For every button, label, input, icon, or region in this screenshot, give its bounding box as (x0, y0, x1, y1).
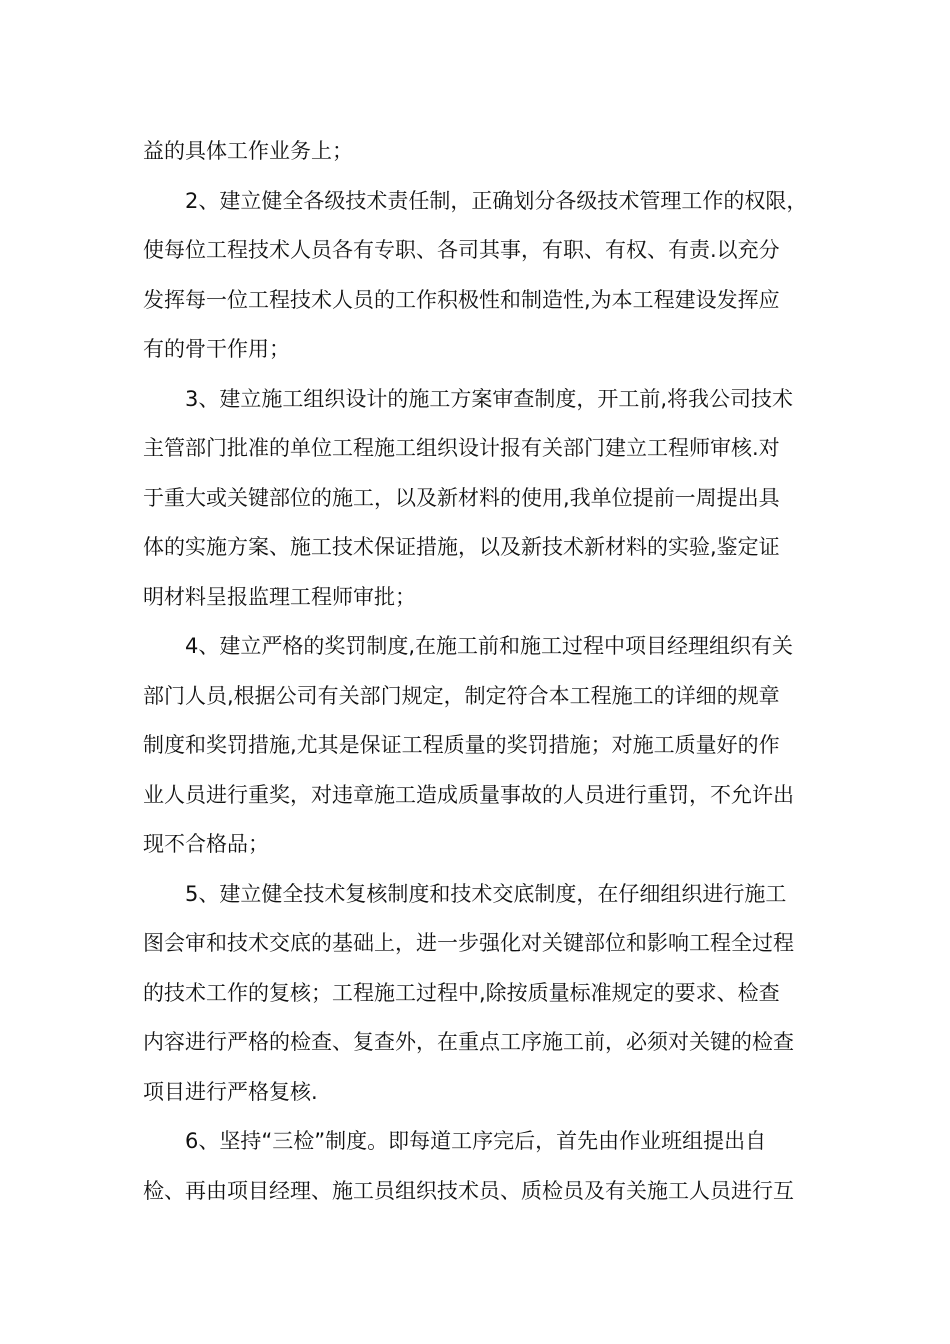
paragraph-2-first-line: 2、建立健全各级技术责任制，正确划分各级技术管理工作的权限， (185, 188, 808, 213)
paragraph-6-first-line: 6、坚持“三检”制度。即每道工序完后，首先由作业班组提出自 (185, 1129, 767, 1153)
text-line: 检、再由项目经理、施工员组织技术员、质检员及有关施工人员进行互 (143, 1178, 794, 1203)
text-line: 益的具体工作业务上； (143, 139, 353, 163)
text-line: 图会审和技术交底的基础上，进一步强化对关键部位和影响工程全过程 (143, 931, 794, 955)
text-line: 项目进行严格复核. (143, 1079, 318, 1104)
text-line: 部门人员,根据公司有关部门规定，制定符合本工程施工的详细的规章 (143, 683, 780, 708)
text-line: 业人员进行重奖，对违章施工造成质量事故的人员进行重罚，不允许出 (143, 782, 794, 807)
paragraph-3-first-line: 3、建立施工组织设计的施工方案审查制度，开工前,将我公司技术 (185, 386, 794, 411)
text-line: 主管部门批准的单位工程施工组织设计报有关部门建立工程师审核.对 (143, 436, 780, 460)
text-line: 发挥每一位工程技术人员的工作积极性和制造性,为本工程建设发挥应 (143, 287, 780, 312)
text-line: 制度和奖罚措施,尤其是保证工程质量的奖罚措施；对施工质量好的作 (143, 733, 780, 757)
text-line: 内容进行严格的检查、复查外，在重点工序施工前，必须对关键的检查 (143, 1030, 794, 1054)
document-body (143, 127, 843, 1216)
text-line: 的技术工作的复核；工程施工过程中,除按质量标准规定的要求、检查 (143, 980, 780, 1005)
text-line: 于重大或关键部位的施工，以及新材料的使用,我单位提前一周提出具 (143, 485, 780, 510)
text-line: 明材料呈报监理工程师审批； (143, 584, 416, 609)
text-line: 体的实施方案、施工技术保证措施，以及新技术新材料的实验,鉴定证 (143, 535, 780, 559)
text-line: 现不合格品； (143, 832, 269, 856)
text-line: 使每位工程技术人员各有专职、各司其事，有职、有权、有责.以充分 (143, 238, 780, 262)
paragraph-4-first-line: 4、建立严格的奖罚制度,在施工前和施工过程中项目经理组织有关 (185, 634, 794, 658)
paragraph-5-first-line: 5、建立健全技术复核制度和技术交底制度，在仔细组织进行施工 (185, 881, 787, 906)
text-line: 有的骨干作用； (143, 337, 290, 361)
